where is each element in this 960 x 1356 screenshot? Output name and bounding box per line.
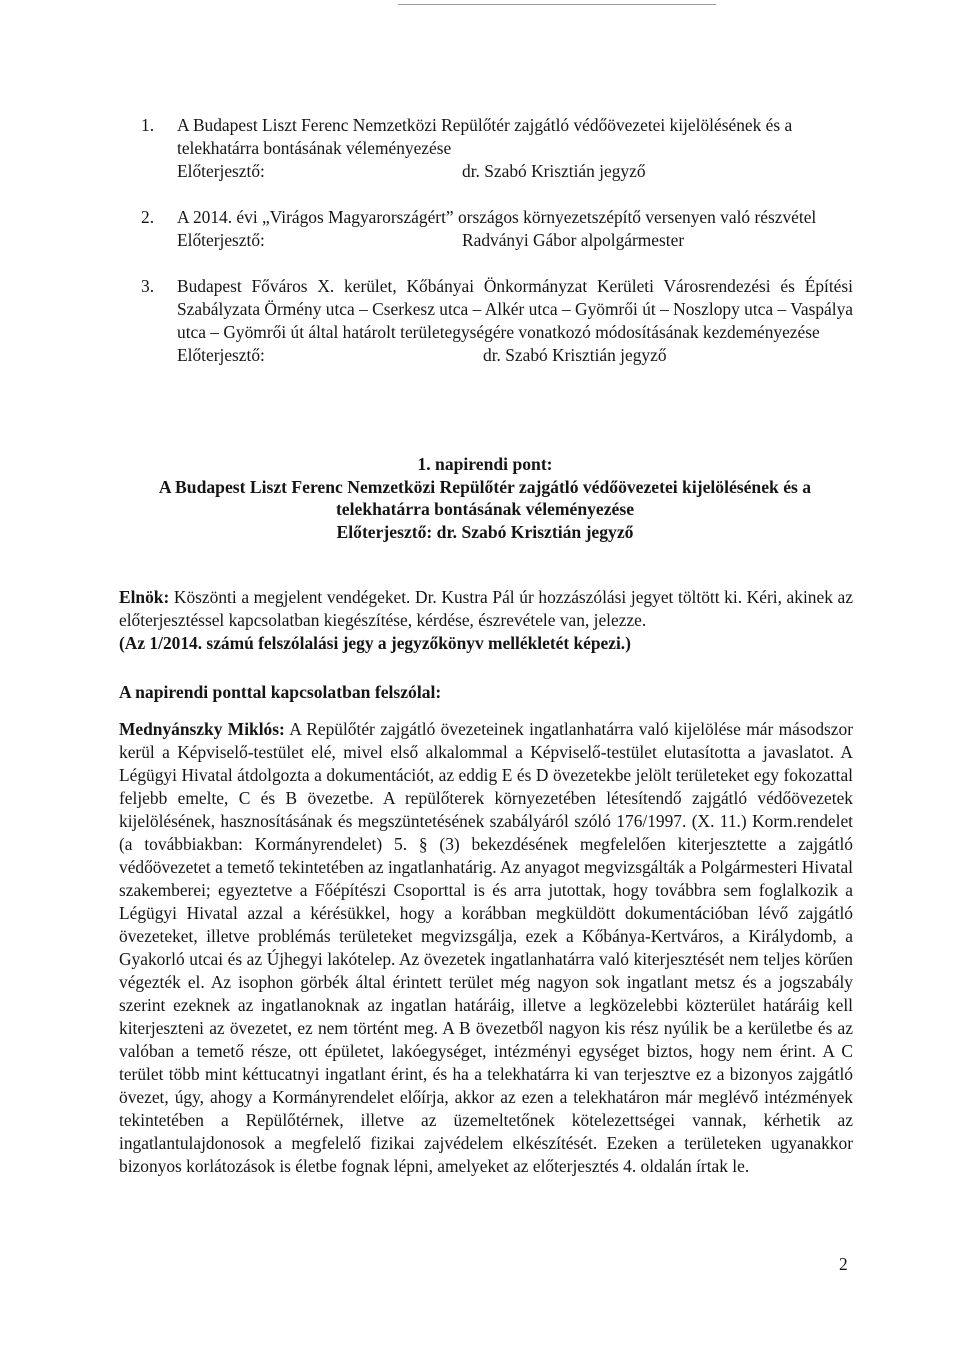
agenda-presenter (177, 229, 853, 252)
heading-line: Előterjesztő: dr. Szabó Krisztián jegyző (336, 521, 634, 542)
speech-text: A Repülőtér zajgátló övezeteinek ingatlanhatárra való kijelölése már másodszor kerül a Képviselő-testület elé, mivel első alkalommal a Képviselő-testület elutasította a javaslatot. A Légügyi Hivatal átdolgozta a dokumentációt, az eddig E és D övezetekbe jelölt területeket egy fokozattal feljebb emelte, C és B övezetbe. A repülőterek környezetében létesítendő zajgátló védőövezetek kijelölésének, hasznosításának és megszüntetésének szabályáról szóló 176/1997. (X. 11.) Korm.rendelet (a továbbiakban: Kormányrendelet) 5. § (3) bekezdésének megfelelően kiterjesztette a zajgátló védőövezetet a temető tekintetében az ingatlanhatárig. Az anyagot megvizsgálták a Polgármesteri Hivatal szakemberei; egyeztetve a Főépítészi Csoporttal is és arra jutottak, hogy továbbra sem foglalkozik a Légügyi Hivatal azzal a kérésükkel, hogy a korábban megküldött dokumentációban lévő zajgátló övezeteket, illetve problémás területeket megvizsgálja, ezek a Kőbánya-Kertváros, a Királydomb, a Gyakorló utcai és az Újhegyi lakótelep. Az övezetek ingatlanhatárra való kiterjesztését nem teljes körűen végezték el. Az isophon görbék által érintett terület még nagyon sok ingatlant metsz és a jogszabály szerint ezeknek az ingatlanoknak az ingatlan határáig, illetve a legközelebbi közterület határáig kell kiterjeszteni az övezetet, ez nem történt meg. A B övezetből nagyon kis rész nyúlik be a kerületbe és az valóban a temető része, ott épületet, lakóegységet, intézményi egységet biztos, hogy nem érint. A C terület több mint kéttucatnyi ingatlant érint, és ha a telekhatárra ki van terjesztve ez a bizonyos zajgátló övezet, úgy, ahogy a Kormányrendelet előírja, akkor az ezen a telekhatáron már meglévő intézmények tekintetében a Repülőtérnek, illetve az üzemeltetőnek kötelezettségei vannak, kérhetik az ingatlantulajdonosok a megfelelő fizikai zajvédelem elkészítését. Ezeken a területeken ugyanakkor bizonyos korlátozások is életbe fognak lépni, amelyeket az előterjesztés 4. oldalán írtak le. (119, 719, 854, 1176)
agenda-text: A Budapest Liszt Ferenc Nemzetközi Repülőtér zajgátló védőövezetei kijelölésének és a telekhatárra bontásának véleményezése (177, 115, 793, 158)
agenda-text: A 2014. évi „Virágos Magyarországért” országos környezetszépítő versenyen való részvétel (177, 207, 817, 227)
agenda-presenter (177, 160, 853, 183)
agenda-number: 2. (141, 207, 155, 227)
chair-intro (119, 586, 853, 655)
heading-line: 1. napirendi pont: (417, 454, 553, 474)
presenter-label: Előterjesztő: (177, 161, 265, 181)
speech-paragraph (119, 718, 853, 1178)
heading-line: A Budapest Liszt Ferenc Nemzetközi Repülőtér zajgátló védőövezetei kijelölésének és a (158, 476, 812, 497)
presenter-name: Radványi Gábor alpolgármester (462, 230, 685, 250)
agenda-text: Budapest Főváros X. kerület, Kőbányai Önkormányzat Kerületi Városrendezési és Építési Szabályzata Örmény utca – Cserkesz utca – Alkér utca – Gyömrői út – Noszlopy utca – Vaspálya utca – Gyömrői út által határolt területegységére vonatkozó módosításának kezdeményezése (177, 276, 853, 342)
agenda-number: 3. (141, 276, 155, 296)
intro-text: Köszönti a megjelent vendégeket. Dr. Kustra Pál úr hozzászólási jegyet töltött ki. Kéri, akinek az előterjesztéssel kapcsolatban kiegészítése, kérdése, észrevétele van, jelezze. (119, 587, 853, 630)
presenter-label: Előterjesztő: (177, 345, 265, 365)
attachment-note: (Az 1/2014. számú felszólalási jegy a jegyzőkönyv mellékletét képezi.) (119, 633, 631, 653)
presenter-name: dr. Szabó Krisztián jegyző (462, 161, 646, 181)
speakers-subheading: A napirendi ponttal kapcsolatban felszólal: (119, 682, 442, 702)
agenda-item (141, 114, 853, 183)
presenter-label: Előterjesztő: (177, 230, 265, 250)
top-rule (398, 4, 716, 5)
agenda-point-heading (110, 453, 860, 543)
agenda-item (141, 206, 853, 252)
agenda-presenter (177, 344, 853, 367)
page-number: 2 (839, 1254, 848, 1274)
agenda-number: 1. (141, 115, 155, 135)
heading-line: telekhatárra bontásának véleményezése (335, 499, 635, 519)
speaker-name: Elnök: (119, 587, 170, 607)
speaker-name: Mednyánszky Miklós: (119, 719, 285, 739)
agenda-item (141, 275, 853, 367)
presenter-name: dr. Szabó Krisztián jegyző (483, 345, 667, 365)
agenda-list (141, 114, 853, 390)
